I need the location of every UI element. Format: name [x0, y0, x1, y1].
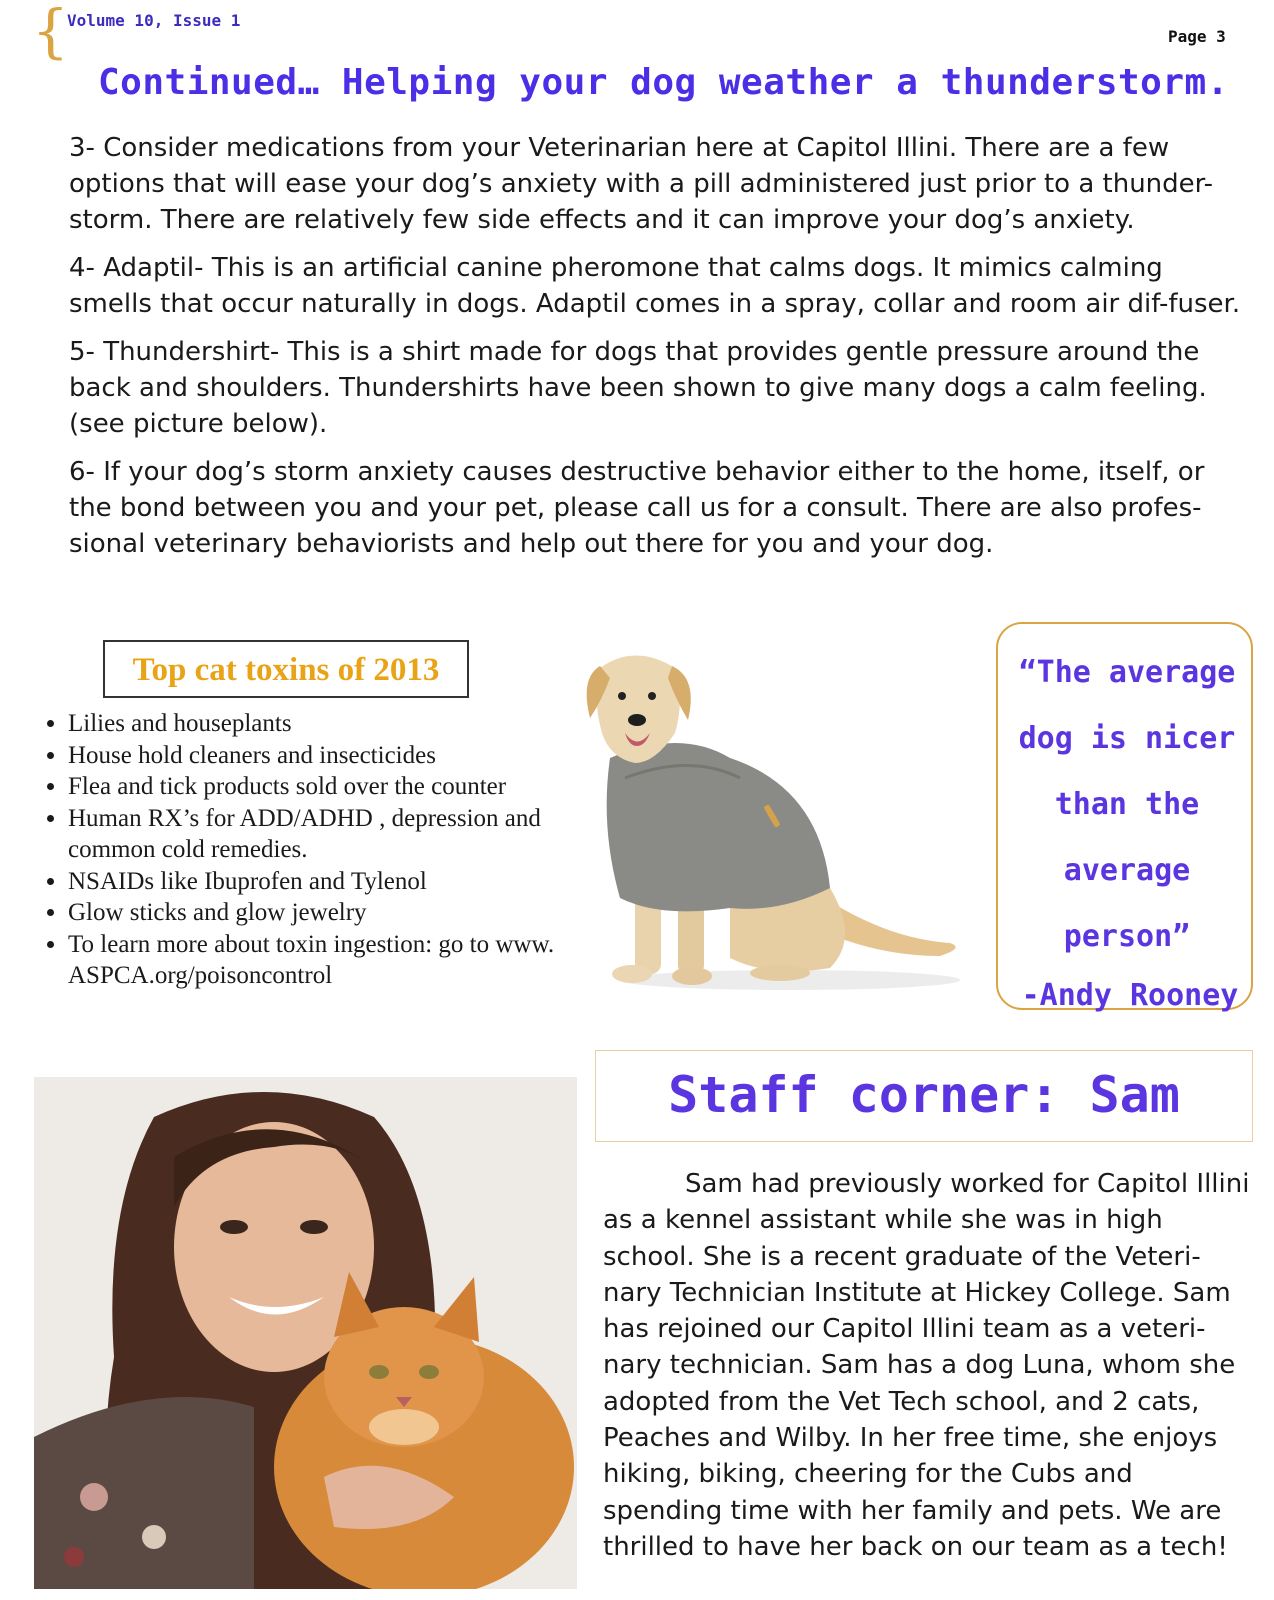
list-item: • NSAIDs like Ibuprofen and Tylenol — [68, 866, 628, 898]
list-item: • To learn more about toxin ingestion: go to www. ASPCA.org/poisoncontrol — [68, 929, 628, 992]
volume-issue: Volume 10, Issue 1 — [67, 11, 241, 30]
staff-photo — [34, 1077, 577, 1589]
toxins-title-box — [103, 640, 469, 698]
list-item: • House hold cleaners and insecticides — [68, 740, 628, 772]
article-paragraph: 6- If your dog’s storm anxiety causes destructive behavior either to the home, itself, or the bond between you and your pet, please call us for a consult. There are also profes-sional veterinary behaviorists and help out there for you and your dog. — [69, 457, 1205, 559]
headline: Continued… Helping your dog weather a thunderstorm. — [98, 62, 1229, 103]
article-paragraph: 3- Consider medications from your Veterinarian here at Capitol Illini. There are a few options that will ease your dog’s anxiety with a pill administered just prior to a thunder-storm. There are relatively few side effects and it can improve your dog’s anxiety. — [69, 133, 1214, 235]
quote-author: -Andy Rooney — [1021, 978, 1239, 1013]
staff-corner-title-box — [595, 1050, 1253, 1142]
article-paragraph: 5- Thundershirt- This is a shirt made for dogs that provides gentle pressure around the back and shoulders. Thundershirts have been shown to give many dogs a calm feeling. (see picture below). — [69, 337, 1207, 439]
quote-text: “The average dog is nicer than the average person” — [1018, 655, 1236, 954]
staff-corner-title: Staff corner: Sam — [668, 1066, 1180, 1124]
article-paragraph: 4- Adaptil- This is an artificial canine pheromone that calms dogs. It mimics calming smells that occur naturally in dogs. Adaptil comes in a spray, collar and room air dif-fuser. — [69, 253, 1241, 319]
page-number: Page 3 — [1168, 27, 1226, 46]
list-item: • Flea and tick products sold over the counter — [68, 771, 628, 803]
toxins-list — [22, 708, 628, 992]
decorative-brace: { — [32, 0, 69, 65]
list-item: • Human RX’s for ADD/ADHD , depression and common cold remedies. — [68, 803, 628, 866]
list-item: • Lilies and houseplants — [68, 708, 628, 740]
article-body — [69, 130, 1249, 574]
toxins-title: Top cat toxins of 2013 — [132, 652, 440, 688]
list-item: • Glow sticks and glow jewelry — [68, 897, 628, 929]
staff-bio: Sam had previously worked for Capitol Illini as a kennel assistant while she was in high school. She is a recent graduate of the Veteri-nary Technician Institute at Hickey College. Sam has rejoined our Capitol Illini team as a veteri-nary technician. Sam has a dog Luna, whom she adopted from the Vet Tech school, and 2 cats, Peaches and Wilby. In her free time, she enjoys hiking, biking, cheering for the Cubs and spending time with her family and pets. We are thrilled to have her back on our team as a tech! — [603, 1169, 1250, 1562]
dog-thundershirt-image — [580, 638, 980, 998]
